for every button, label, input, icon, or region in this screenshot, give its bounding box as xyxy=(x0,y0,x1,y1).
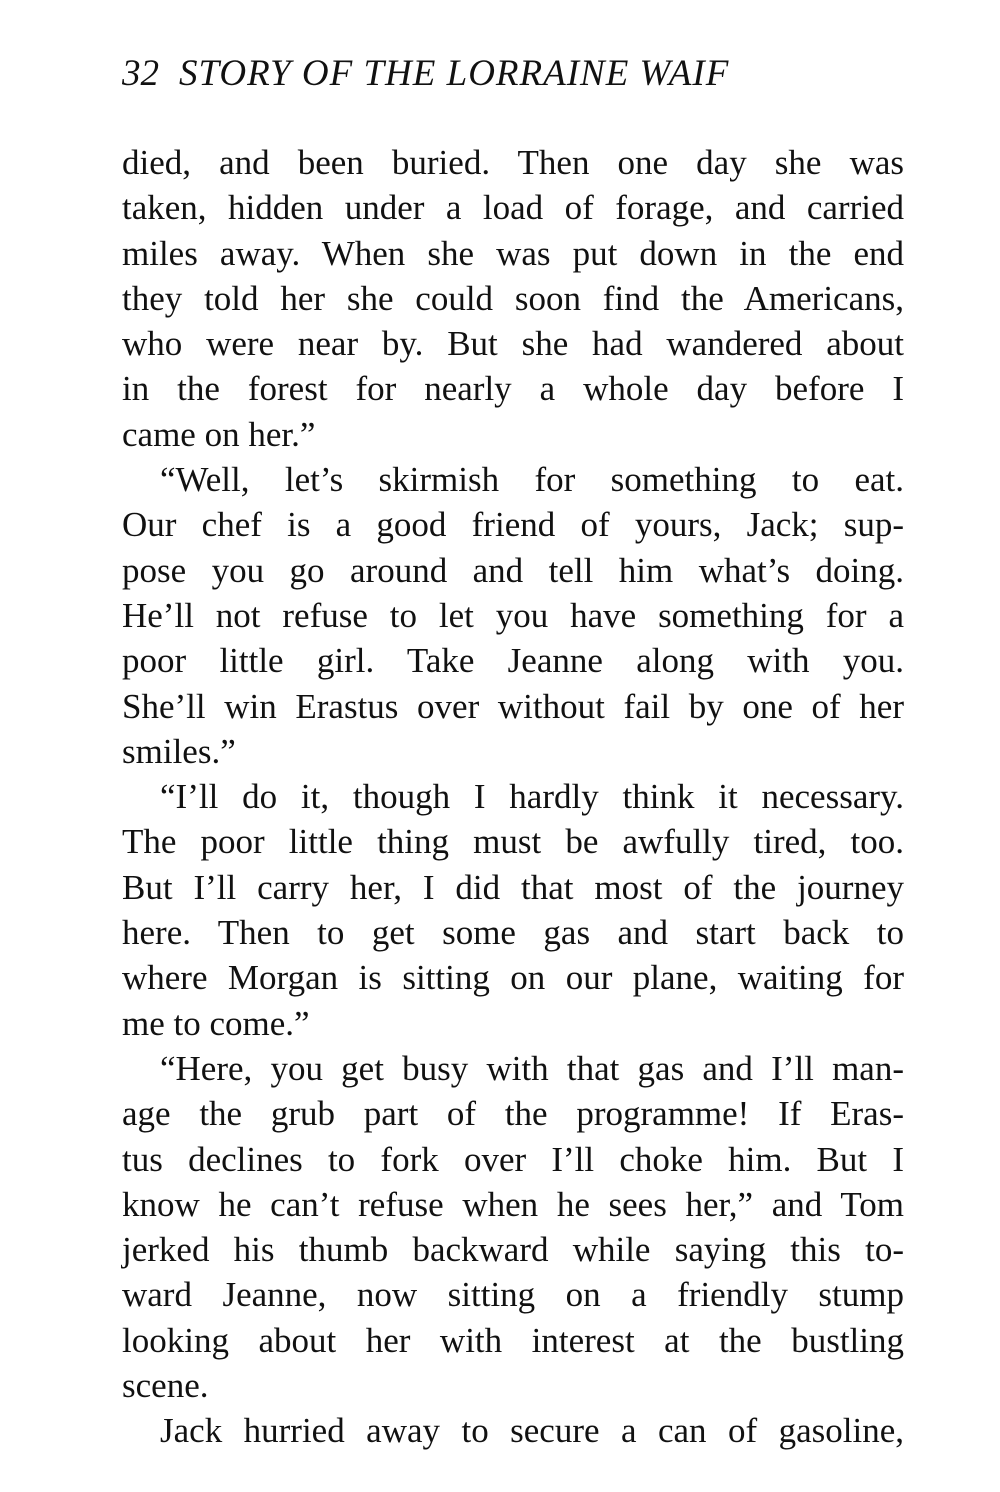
text-line: died, and been buried. Then one day she was xyxy=(122,143,904,182)
book-title: STORY OF THE LORRAINE WAIF xyxy=(179,53,730,94)
text-line: He’ll not refuse to let you have something for a xyxy=(122,595,904,635)
text-line: know he can’t refuse when he sees her,” and Tom xyxy=(122,1184,904,1224)
text-line: ward Jeanne, now sitting on a friendly stump xyxy=(122,1275,904,1315)
running-head xyxy=(122,50,729,98)
text-line: came on her.” xyxy=(122,414,316,454)
text-line: me to come.” xyxy=(122,1003,310,1043)
text-line: who were near by. But she had wandered about xyxy=(122,324,904,364)
text-line: tus declines to fork over I’ll choke him. But I xyxy=(122,1139,904,1179)
text-line: “I’ll do it, though I hardly think it necessary. xyxy=(160,777,904,817)
text-line: where Morgan is sitting on our plane, waiting for xyxy=(122,958,904,998)
text-line: “Well, let’s skirmish for something to eat. xyxy=(160,460,904,500)
text-line: poor little girl. Take Jeanne along with you. xyxy=(122,641,904,681)
body-text xyxy=(122,140,904,1454)
text-line: The poor little thing must be awfully tired, too. xyxy=(122,822,904,862)
text-line: smiles.” xyxy=(122,731,236,771)
text-line: looking about her with interest at the bustling xyxy=(122,1320,904,1360)
text-line: miles away. When she was put down in the end xyxy=(122,233,904,273)
text-line: jerked his thumb backward while saying this to- xyxy=(122,1230,904,1270)
text-line: Jack hurried away to secure a can of gasoline, xyxy=(160,1411,904,1451)
text-line: pose you go around and tell him what’s doing. xyxy=(122,550,904,590)
text-line: Our chef is a good friend of yours, Jack; sup- xyxy=(122,505,904,545)
text-line: She’ll win Erastus over without fail by one of her xyxy=(122,686,904,726)
text-line: scene. xyxy=(122,1366,209,1406)
page-number: 32 xyxy=(122,53,159,94)
text-line: But I’ll carry her, I did that most of the journey xyxy=(122,867,904,907)
book-page xyxy=(122,0,904,1492)
text-line: in the forest for nearly a whole day before I xyxy=(122,369,904,409)
text-line: they told her she could soon find the Americans, xyxy=(122,278,904,318)
text-line: age the grub part of the programme! If Eras- xyxy=(122,1094,904,1134)
text-line: “Here, you get busy with that gas and I’ll man- xyxy=(160,1048,904,1088)
text-line: here. Then to get some gas and start back to xyxy=(122,913,904,953)
text-line: taken, hidden under a load of forage, and carried xyxy=(122,188,904,228)
